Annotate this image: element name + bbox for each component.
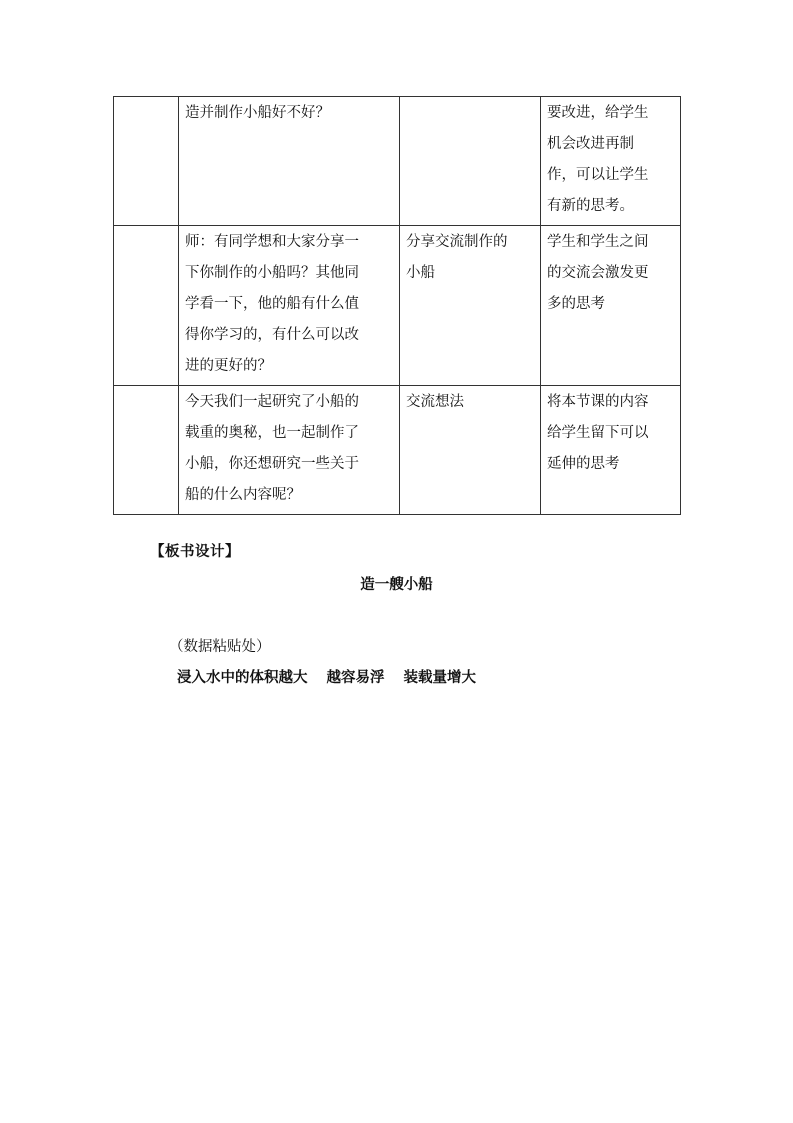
board-item: 装载量增大 <box>403 670 476 686</box>
cell-text <box>406 97 534 98</box>
cell-text: 今天我们一起研究了小船的 载重的奥秘，也一起制作了 小船，你还想研究一些关于 船的什么内容呢？ <box>185 394 359 503</box>
cell-text: 学生和学生之间 的交流会激发更 多的思考 <box>547 234 649 312</box>
table-row <box>114 97 681 226</box>
cell-text <box>120 226 172 227</box>
table-cell <box>114 226 179 386</box>
table-cell <box>179 97 400 226</box>
board-title: 造一艘小船 <box>360 577 433 593</box>
cell-text: 造并制作小船好不好？ <box>185 105 330 121</box>
cell-text: 师：有同学想和大家分享一 下你制作的小船吗？其他同 学看一下，他的船有什么值 得你学习的，有什么可以改 进的更好的？ <box>185 234 359 374</box>
cell-text <box>120 386 172 387</box>
table-cell <box>114 97 179 226</box>
table-cell <box>400 226 541 386</box>
table-cell <box>400 97 541 226</box>
table-cell <box>179 226 400 386</box>
table-cell <box>541 226 681 386</box>
cell-text: 交流想法 <box>406 394 464 410</box>
table-cell <box>541 97 681 226</box>
table-cell <box>179 386 400 515</box>
board-item: 越容易浮 <box>326 670 385 686</box>
table-row <box>114 226 681 386</box>
table-cell <box>541 386 681 515</box>
paste-note: （数据粘贴处） <box>169 639 271 655</box>
table-cell <box>400 386 541 515</box>
cell-text: 分享交流制作的 小船 <box>406 234 508 281</box>
table-cell <box>114 386 179 515</box>
board-content <box>177 666 476 687</box>
board-item: 浸入水中的体积越大 <box>177 670 308 686</box>
cell-text: 将本节课的内容 给学生留下可以 延伸的思考 <box>547 394 649 472</box>
cell-text: 要改进，给学生 机会改进再制 作，可以让学生 有新的思考。 <box>547 105 649 214</box>
cell-text <box>120 97 172 98</box>
table-row <box>114 386 681 515</box>
section-heading: 【板书设计】 <box>150 544 240 560</box>
lesson-plan-table <box>113 96 681 515</box>
